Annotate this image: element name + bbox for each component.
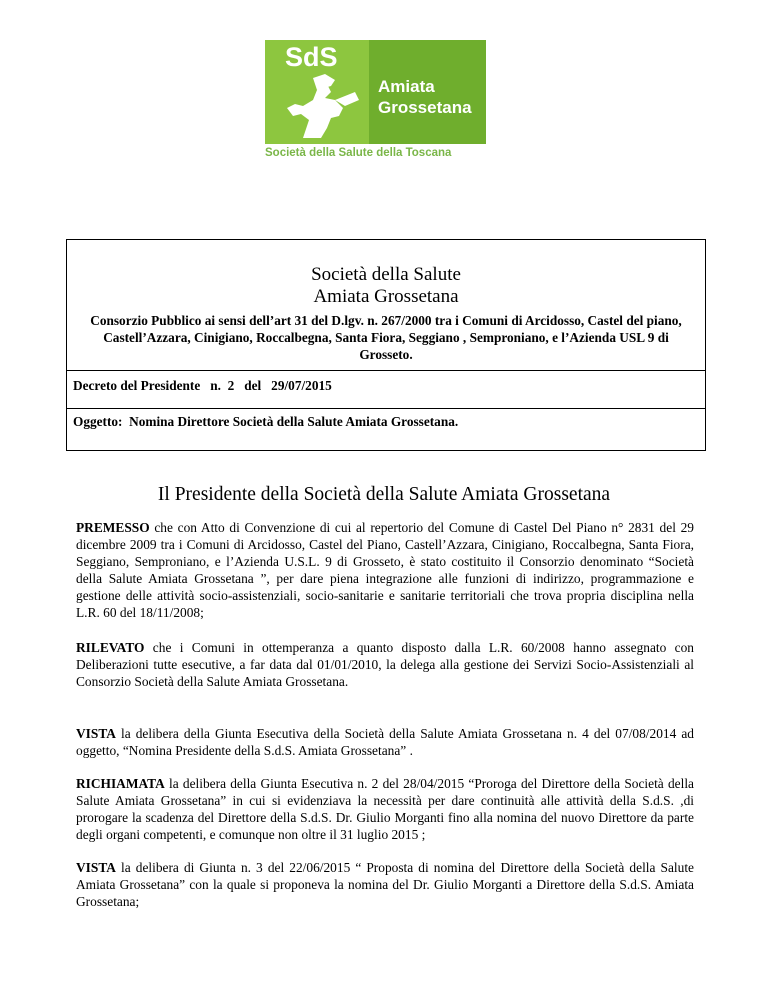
paragraph-text: che i Comuni in ottemperanza a quanto disposto dalla L.R. 60/2008 hanno assegnato con Deliberazioni tutte esecutive, a far data dal 01/01/2010, la delega alla gestione dei Servizi Socio-Assistenziali al Consorzio Società della Salute Amiata Grossetana. bbox=[76, 640, 694, 689]
paragraph-text: la delibera di Giunta n. 3 del 22/06/2015 “ Proposta di nomina del Direttore della Società della Salute Amiata Grossetana” con la quale si proponeva la nomina del Dr. Giulio Morganti a Direttore della S.d.S. Amiata Grossetana; bbox=[76, 860, 694, 909]
divider bbox=[67, 408, 705, 409]
organization-description: Consorzio Pubblico ai sensi dell’art 31 del D.lgv. n. 267/2000 tra i Comuni di Arcidosso, Castel del piano, Castell’Azzara, Cinigiano, Roccalbegna, Santa Fiora, Seggiano , Semproniano, e l’Azienda USL 9 di Grosseto. bbox=[90, 313, 682, 362]
paragraph-rilevato bbox=[76, 640, 694, 691]
paragraph-richiamata bbox=[76, 776, 694, 844]
organization-name bbox=[67, 264, 705, 308]
decree-number: Decreto del Presidente n. 2 del 29/07/2015 bbox=[73, 378, 332, 393]
paragraph-vista-1 bbox=[76, 726, 694, 760]
pegasus-icon bbox=[273, 70, 363, 142]
paragraph-lead: PREMESSO bbox=[76, 520, 150, 535]
logo-name bbox=[378, 76, 472, 118]
paragraph-text: la delibera della Giunta Esecutiva n. 2 del 28/04/2015 “Proroga del Direttore della Società della Salute Amiata Grossetana” in cui si evidenziava la necessità per dare continuità alle attività della S.d.S. ,di prorogare la scadenza del Direttore della S.d.S. Dr. Giulio Morganti fino alla nomina del nuovo Direttore da parte degli organi competenti, e comunque non oltre il 31 luglio 2015 ; bbox=[76, 776, 694, 842]
divider bbox=[67, 370, 705, 371]
paragraph-lead: VISTA bbox=[76, 860, 116, 875]
paragraph-lead: RICHIAMATA bbox=[76, 776, 165, 791]
logo-tagline: Società della Salute della Toscana bbox=[265, 147, 452, 159]
paragraph-vista-2 bbox=[76, 860, 694, 911]
paragraph-premesso bbox=[76, 520, 694, 621]
paragraph-text: che con Atto di Convenzione di cui al repertorio del Comune di Castel Del Piano n° 2831 del 29 dicembre 2009 tra i Comuni di Arcidosso, Castel del Piano, Castell’Azzara, Cinigiano, Roccalbegna, Santa Fiora, Seggiano, Semproniano, e l’Azienda U.S.L. 9 di Grosseto, è stato costituito il Consorzio denominato “Società della Salute Amiata Grossetana ”, per dare piena integrazione alle funzioni di indirizzo, programmazione e gestione delle attività socio-assistenziali, socio-sanitarie e sanitarie territoriali che trova propria disciplina nella L.R. 60 del 18/11/2008; bbox=[76, 520, 694, 620]
logo-name-line1: Amiata bbox=[378, 77, 435, 96]
organization-title-line1: Società della Salute bbox=[311, 264, 461, 285]
decree-subject: Oggetto: Nomina Direttore Società della Salute Amiata Grossetana. bbox=[73, 414, 459, 429]
paragraph-text: la delibera della Giunta Esecutiva della Società della Salute Amiata Grossetana n. 4 del 07/08/2014 ad oggetto, “Nomina Presidente della S.d.S. Amiata Grossetana” . bbox=[76, 726, 694, 758]
paragraph-lead: VISTA bbox=[76, 726, 116, 741]
logo-name-line2: Grossetana bbox=[378, 98, 472, 117]
sds-logo bbox=[265, 40, 486, 163]
header-box bbox=[66, 239, 706, 451]
logo-background bbox=[265, 40, 486, 144]
organization-title-line2: Amiata Grossetana bbox=[313, 286, 459, 307]
document-title: Il Presidente della Società della Salute Amiata Grossetana bbox=[157, 484, 611, 505]
paragraph-lead: RILEVATO bbox=[76, 640, 145, 655]
logo-sds-text: SdS bbox=[285, 42, 338, 72]
header-organization bbox=[67, 240, 705, 370]
